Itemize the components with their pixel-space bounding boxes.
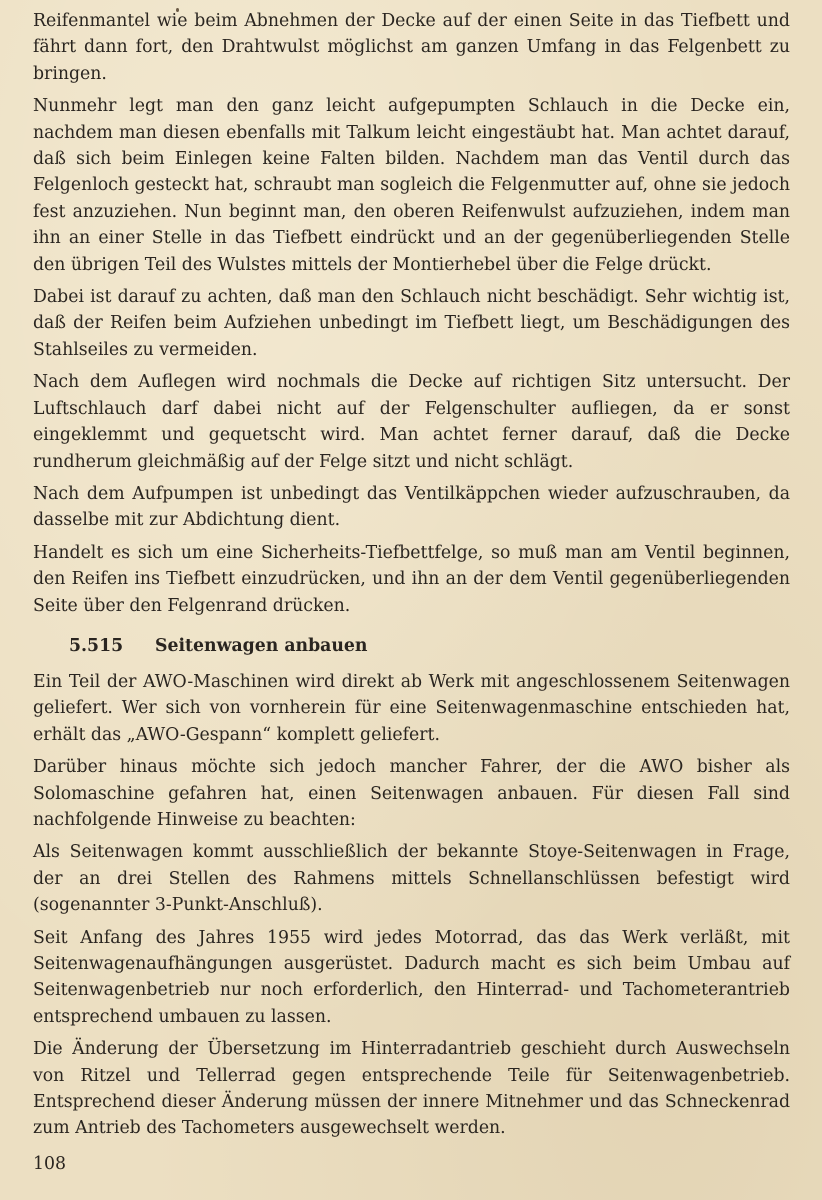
paragraph-retrofit: Darüber hinaus möchte sich jedoch mancher Fahrer, der die AWO bisher als Solomaschine gefahren hat, einen Seitenwagen anbauen. Für diesen Fall sind nachfolgende Hinweise zu beachten: [33, 757, 790, 830]
page-text-body [33, 8, 790, 1148]
paragraph-stoye-sidecar: Als Seitenwagen kommt ausschließlich der bekannte Stoye-Seitenwagen in Frage, der an drei Stellen des Rahmens mittels Schnellanschlüssen befestigt wird (sogenannter 3-Punkt-Anschluß). [33, 842, 790, 916]
section-title: Seitenwagen anbauen [155, 635, 368, 656]
paragraph-safety-rim: Handelt es sich um eine Sicherheits-Tiefbettfelge, so muß man am Ventil beginnen, den Reifen ins Tiefbett einzudrücken, und ihn an der dem Ventil gegenüberliegenden Seite über den Felgenrand drücken. [33, 542, 790, 616]
paragraph-gear-ratio: Die Änderung der Übersetzung im Hinterradantrieb geschieht durch Auswechseln von Ritzel und Tellerrad gegen entsprechende Teile für Seitenwagenbetrieb. Entsprechend dieser Änderung müssen der innere Mitnehmer und das Schneckenrad zum Antrieb des Tachometers ausgewechselt werden. [33, 1039, 790, 1139]
paragraph-tube-caution: Dabei ist darauf zu achten, daß man den Schlauch nicht beschädigt. Sehr wichtig ist, daß der Reifen beim Aufziehen unbedingt im Tiefbett liegt, um Beschädigungen des Stahlseiles zu vermeiden. [33, 287, 790, 360]
paragraph-valve-cap: Nach dem Aufpumpen ist unbedingt das Ventilkäppchen wieder aufzuschrauben, da dasselbe mit zur Abdichtung dient. [33, 483, 790, 531]
section-number: 5.515 [69, 635, 124, 656]
paragraph-1955-mounts: Seit Anfang des Jahres 1955 wird jedes Motorrad, das das Werk verläßt, mit Seitenwagenaufhängungen ausgerüstet. Dadurch macht es sich beim Umbau auf Seitenwagenbetrieb nur noch erforderlich, den Hinterrad- und Tachometerantrieb entsprechend umbauen zu lassen. [33, 927, 790, 1027]
paragraph-tire-bead: Reifenmantel wie beim Abnehmen der Decke auf der einen Seite in das Tiefbett und fährt dann fort, den Drahtwulst möglichst am ganzen Umfang in das Felgenbett zu bringen. [33, 11, 790, 84]
section-heading [33, 633, 790, 659]
paragraph-inner-tube-mounting: Nunmehr legt man den ganz leicht aufgepumpten Schlauch in die Decke ein, nachdem man diesen ebenfalls mit Talkum leicht eingestäubt hat. Man achtet darauf, daß sich beim Einlegen keine Falten bilden. Nachdem man das Ventil durch das Felgenloch gesteckt hat, schraubt man sogleich die Felgenmutter auf, ohne sie jedoch fest anzuziehen. Nun beginnt man, den oberen Reifenwulst aufzuziehen, indem man ihn an einer Stelle in das Tiefbett eindrückt und an der gegenüberliegenden Stelle den übrigen Teil des Wulstes mittels der Montierhebel über die Felge drückt. [33, 96, 790, 275]
paragraph-factory-sidecar: Ein Teil der AWO-Maschinen wird direkt ab Werk mit angeschlossenem Seitenwagen geliefert. Wer sich von vornherein für eine Seitenwagenmaschine entschieden hat, erhält das „AWO-Gespann“ komplett geliefert. [33, 671, 790, 745]
page-number: 108 [33, 1154, 66, 1174]
paragraph-seat-check: Nach dem Auflegen wird nochmals die Decke auf richtigen Sitz untersucht. Der Luftschlauch darf dabei nicht auf der Felgenschulter aufliegen, da er sonst eingeklemmt und gequetscht wird. Man achtet ferner darauf, daß die Decke rundherum gleichmäßig auf der Felge sitzt und nicht schlägt. [33, 372, 790, 472]
